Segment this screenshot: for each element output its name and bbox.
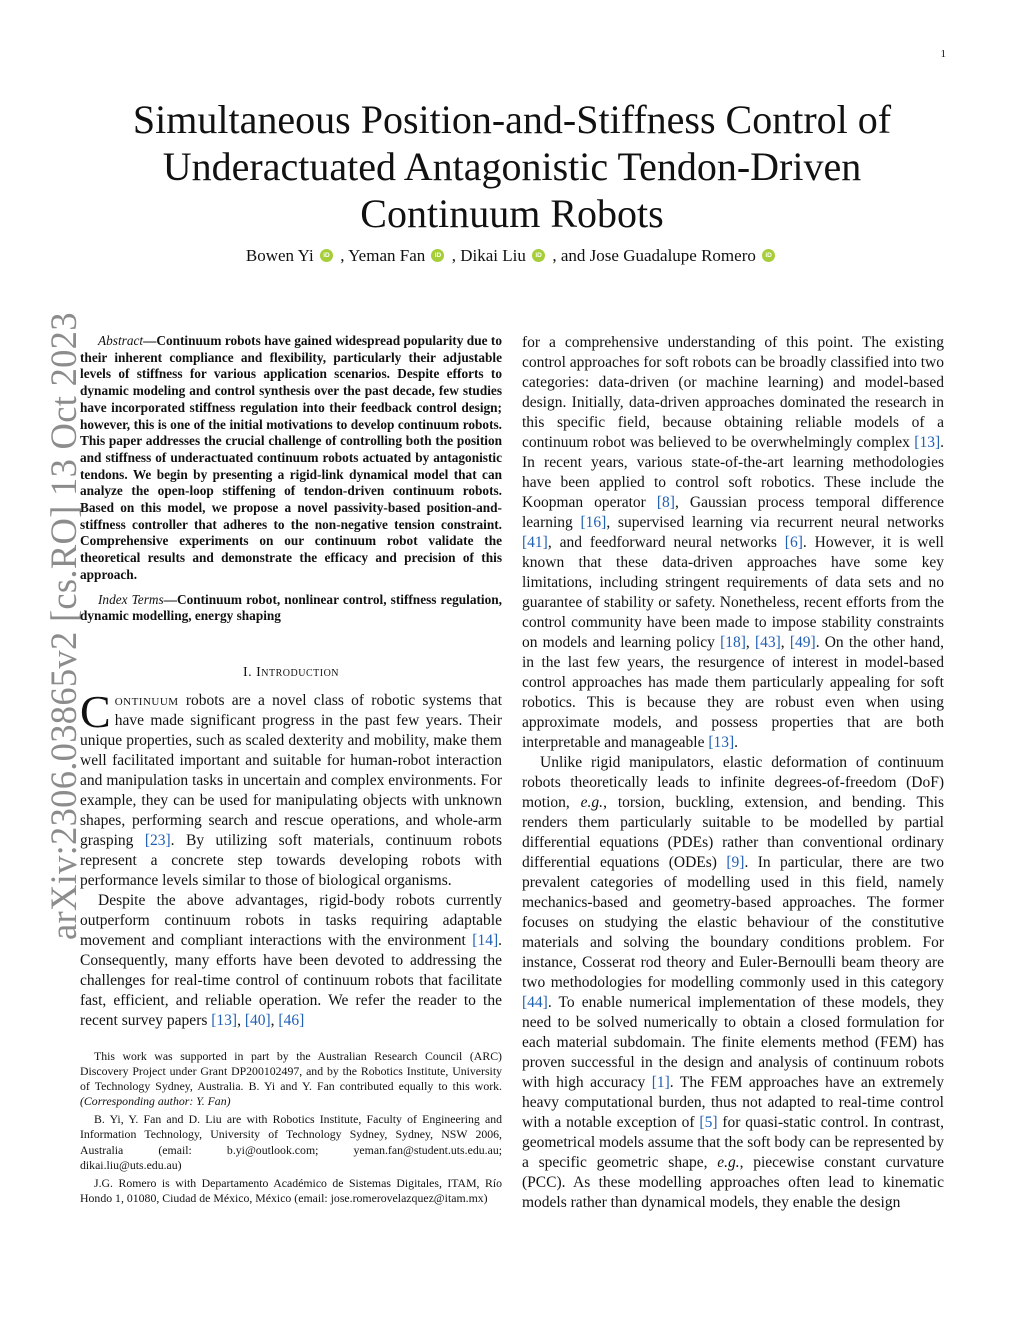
abstract-dash: — [143, 333, 157, 348]
author-list [80, 245, 944, 267]
text-run: , and feedforward neural networks [547, 534, 785, 551]
abstract-text: Continuum robots have gained widespread popularity due to their inherent compliance and flexibility, particularly their adjustable levels of stiffness for various application scenarios. Despite efforts to dynamic modeling and control synthesis over the past decade, few studies have incorporated stiffness regulation into their feedback control design; however, this is one of the initial motivations to develop continuum robots. This paper addresses the crucial challenge of controlling both the position and stiffness of underactuated continuum robots actuated by antagonistic tendons. We begin by presenting a rigid-link dynamical model that can analyze the open-loop stiffening of tendon-driven continuum robots. Based on this model, we propose a novel passivity-based position-and-stiffness controller that adheres to the non-negative tension constraint. Comprehensive experiments on our continuum robot validate the theoretical results and demonstrate the efficacy and precision of this approach. [80, 333, 502, 582]
citation-link[interactable]: [49] [789, 634, 816, 651]
citation-link[interactable]: [13] [708, 734, 735, 751]
text-run: , Gaussian process temporal difference learning [522, 494, 944, 531]
text-run: . By utilizing soft materials, continuum robots represent a concrete step towards developing robots with performance levels similar to those of biological organisms. [80, 831, 502, 889]
index-terms-dash: — [163, 591, 177, 607]
right-paragraph-1 [522, 333, 944, 753]
text-run: . [734, 734, 739, 751]
citation-link[interactable]: [8] [656, 494, 675, 511]
text-run: , [237, 1011, 245, 1029]
intro-paragraph-1 [80, 685, 502, 891]
italic-eg: e.g. [717, 1154, 740, 1171]
italic-eg: e.g. [580, 794, 604, 811]
citation-link[interactable]: [16] [580, 514, 607, 531]
citation-link[interactable]: [9] [726, 854, 745, 871]
orcid-icon[interactable]: iD [320, 249, 333, 262]
citation-link[interactable]: [43] [754, 634, 781, 651]
text-run: robots are a novel class of robotic systems that have made significant progress in the past few years. Their unique properties, such as scaled dexterity and mobility, make them well facilitated important and suitable for human-robot interaction and manipulation tasks in uncertain and complex environments. For example, they can be used for manipulating objects with unknown shapes, performing search and rescue operations, and whole-arm grasping [80, 691, 502, 849]
page-number: 1 [940, 48, 946, 60]
text-run: , [745, 634, 755, 651]
corresponding-author-note: (Corresponding author: Y. Fan) [80, 1094, 231, 1109]
citation-link[interactable]: [13] [211, 1011, 238, 1029]
text-run: , [270, 1011, 279, 1029]
author-name: Bowen Yi [245, 246, 314, 265]
citation-link[interactable]: [41] [522, 534, 548, 551]
citation-link[interactable]: [46] [278, 1011, 305, 1029]
footnote-affiliation-itam: J.G. Romero is with Departamento Académico de Sistemas Digitales, ITAM, Río Hondo 1, 01080, Ciudad de México, México (email: jose.romerovelazquez@itam.mx) [80, 1175, 502, 1205]
text-run: , piecewise constant curvature (PCC). As these modelling approaches often lead to kinematic models rather than dynamical models, they enable the design [522, 1154, 944, 1211]
citation-link[interactable]: [44] [522, 994, 548, 1011]
orcid-icon[interactable]: iD [532, 249, 545, 262]
intro-paragraph-2 [80, 891, 502, 1031]
author-separator: , [335, 246, 349, 265]
orcid-icon[interactable]: iD [431, 249, 444, 262]
text-run: . Consequently, many efforts have been devoted to addressing the challenges for real-time control of continuum robots that facilitate fast, efficient, and reliable operation. We refer the reader to the recent survey papers [80, 931, 502, 1029]
text-run: for quasi-static control. In contrast, geometrical models assume that the soft body can be represented by a specific geometric shape, [522, 1114, 944, 1171]
drop-cap: C [80, 685, 111, 737]
citation-link[interactable]: [23] [144, 831, 171, 849]
citation-link[interactable]: [5] [699, 1114, 718, 1131]
citation-link[interactable]: [1] [651, 1074, 670, 1091]
text-run: . In particular, there are two prevalent categories of modelling used in this field, namely mechanics-based and geometry-based approaches. The former focuses on studying the elastic behaviour of the constitutive materials and solving the boundary conditions problem. For instance, Cosserat rod theory and Euler-Bernoulli beam theory are two methodologies for modelling commonly used in this category [522, 854, 944, 991]
citation-link[interactable]: [18] [720, 634, 746, 651]
citation-link[interactable]: [14] [472, 931, 499, 949]
text-run: , [780, 634, 790, 651]
footnotes [80, 1049, 502, 1206]
text-run: . The FEM approaches have an extremely heavy computational burden, thus not adapted to real-time control with a notable exception of [522, 1074, 944, 1131]
text-run: for a comprehensive understanding of this point. The existing control approaches for soft robots can be broadly classified into two categories: data-driven (or machine learning) and model-based design. Initially, data-driven approaches dominated the research in this specific field, because obtaining reliable models of a continuum robot was believed to be overwhelmingly complex [522, 334, 944, 451]
text-run: , supervised learning via recurrent neural networks [606, 514, 944, 531]
text-run: . On the other hand, in the last few years, the resurgence of interest in model-based control approaches has made them particularly appealing for soft robotics. This is because they are robust even when using approximate models, and possess properties that are both interpretable and manageable [522, 634, 945, 751]
footnote-funding [80, 1049, 502, 1109]
author-separator: , and [548, 246, 590, 265]
index-terms-label: Index Terms [98, 591, 164, 607]
author-separator: , [447, 246, 461, 265]
small-caps-word: ontinuum [114, 691, 179, 709]
author-name: Dikai Liu [460, 246, 526, 265]
index-terms-text: Continuum robot, nonlinear control, stiffness regulation, dynamic modelling, energy shaping [80, 591, 502, 624]
citation-link[interactable]: [40] [244, 1011, 271, 1029]
text-run: Unlike rigid manipulators, elastic deformation of continuum robots theoretically leads to infinite degrees-of-freedom (DoF) motion, [522, 754, 944, 811]
left-column [80, 333, 502, 1209]
author-name: Jose Guadalupe Romero [589, 246, 756, 265]
right-column [522, 333, 944, 1213]
text-run: Despite the above advantages, rigid-body robots currently outperform continuum robots in tasks requiring adaptable movement and compliant interactions with the environment [80, 891, 502, 949]
text-run: . To enable numerical implementation of these models, they need to be solved numerically to obtain a closed formulation for each material subdomain. The finite elements method (FEM) has proven successful in the design and analysis of continuum robots with high accuracy [522, 994, 944, 1091]
text-run: This work was supported in part by the Australian Research Council (ARC) Discovery Project under Grant DP200102497, and by the Robotics Institute, University of Technology Sydney, Australia. B. Yi and Y. Fan contributed equally to this work. [80, 1048, 502, 1094]
footnote-affiliation-uts: B. Yi, Y. Fan and D. Liu are with Robotics Institute, Faculty of Engineering and Information Technology, University of Technology Sydney, Sydney, NSW 2006, Australia (email: b.yi@outlook.com; yeman.fan@student.uts.edu.au; dikai.liu@uts.edu.au) [80, 1112, 502, 1172]
citation-link[interactable]: [6] [784, 534, 803, 551]
section-heading: I. Introduction [242, 664, 340, 680]
text-run: . However, it is well known that these data-driven approaches have some key limitations, including stringent requirements of data sets and no guarantee of stability or safety. Nonetheless, recent efforts from the control community have been made to impose stability constraints on models and learning policy [522, 534, 944, 651]
text-run: . In recent years, various state-of-the-art learning methodologies have been applied to control soft robotics. These include the Koopman operator [522, 434, 944, 511]
abstract-label: Abstract [98, 333, 144, 348]
abstract [80, 333, 502, 584]
index-terms [80, 592, 502, 625]
paper-title: Simultaneous Position-and-Stiffness Control of Underactuated Antagonistic Tendon-Driven Continuum Robots [132, 97, 892, 236]
citation-link[interactable]: [13] [914, 434, 941, 451]
text-run: , torsion, buckling, extension, and bending. This renders them particularly suitable to be modelled by partial differential equations (PDEs) rather than conventional ordinary differential equations (ODEs) [522, 794, 944, 871]
arxiv-stamp: arXiv:2306.03865v2 [cs.RO] 13 Oct 2023 [43, 312, 84, 940]
orcid-icon[interactable]: iD [762, 249, 775, 262]
right-paragraph-2 [522, 753, 944, 1213]
author-name: Yeman Fan [348, 246, 426, 265]
